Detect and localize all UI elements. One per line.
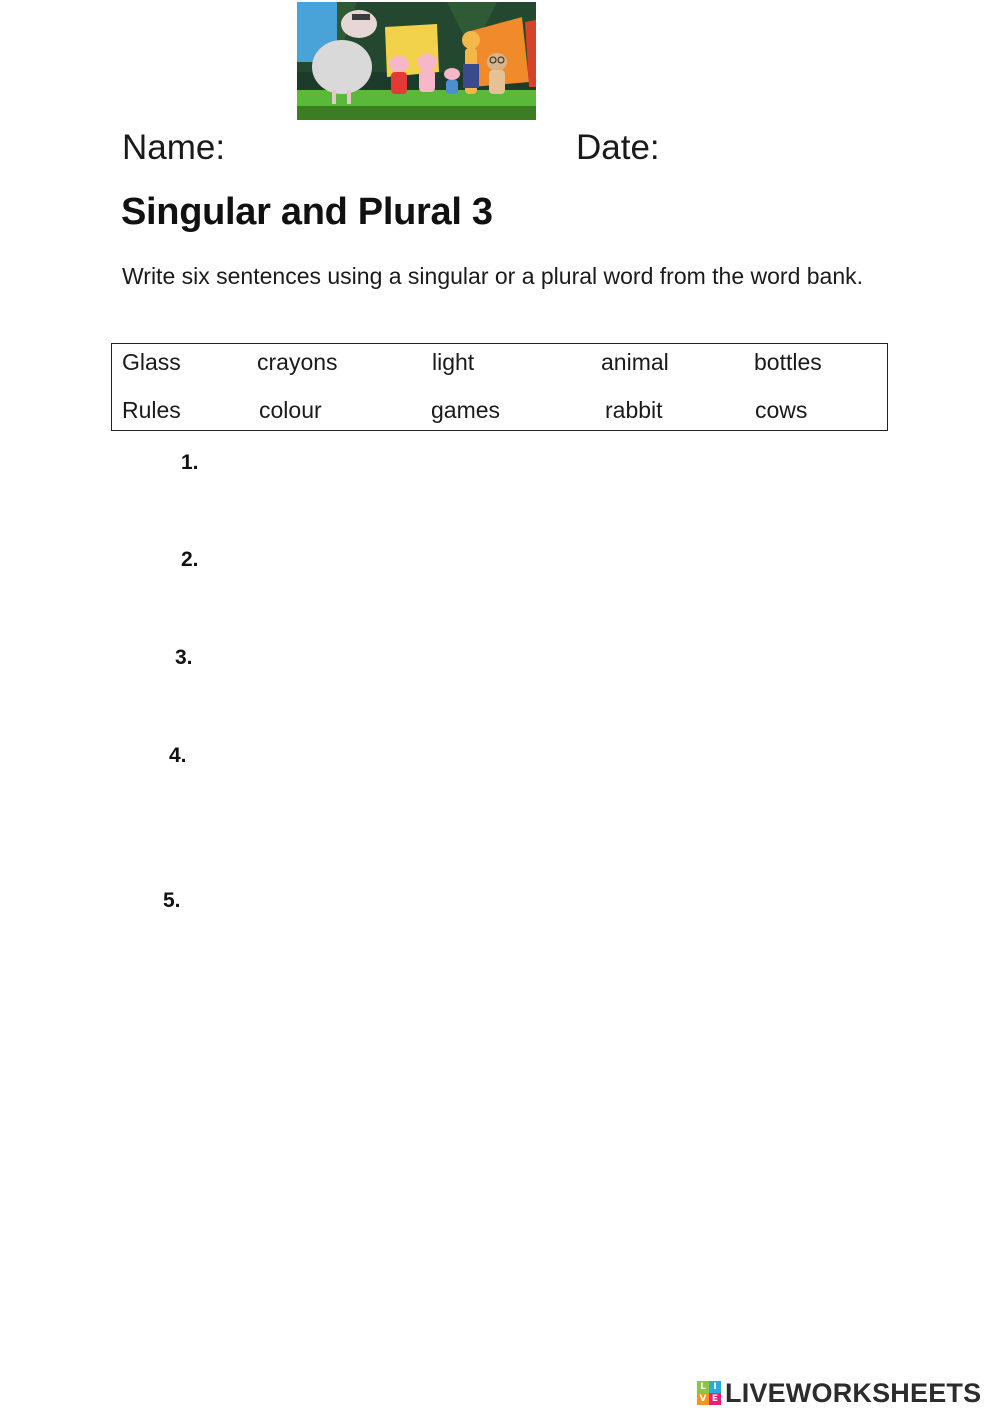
sentence-number: 1. (181, 451, 199, 474)
word-bank-word: Glass (122, 349, 181, 375)
word-bank-word: colour (259, 397, 322, 423)
sentence-number: 3. (175, 646, 193, 669)
badge-letter: L (697, 1381, 709, 1393)
word-bank-word: light (432, 349, 475, 375)
word-bank-word: crayons (257, 349, 338, 375)
word-bank-word: bottles (754, 349, 822, 375)
worksheet-title: Singular and Plural 3 (121, 191, 493, 233)
word-bank-word: rabbit (605, 397, 663, 423)
liveworksheets-logo (697, 1378, 981, 1408)
liveworksheets-brand: LIVEWORKSHEETS (725, 1377, 982, 1408)
sentence-number: 5. (163, 889, 181, 912)
badge-letter: I (709, 1381, 721, 1393)
badge-letter: V (697, 1393, 709, 1405)
word-bank-word: cows (755, 397, 808, 423)
word-bank-box (111, 343, 888, 431)
worksheet-instructions: Write six sentences using a singular or a plural word from the word bank. (122, 263, 864, 289)
word-bank-word: Rules (122, 397, 181, 423)
header-illustration (297, 2, 536, 120)
sentence-number: 2. (181, 548, 199, 571)
peppa-pig-stage-image (297, 2, 536, 120)
word-bank-word: animal (601, 349, 669, 375)
name-label: Name: (122, 128, 226, 167)
liveworksheets-badge-icon (697, 1381, 721, 1405)
date-label: Date: (576, 128, 660, 167)
badge-letter: E (709, 1393, 721, 1405)
word-bank-word: games (431, 397, 501, 423)
sentence-number: 4. (169, 744, 187, 767)
